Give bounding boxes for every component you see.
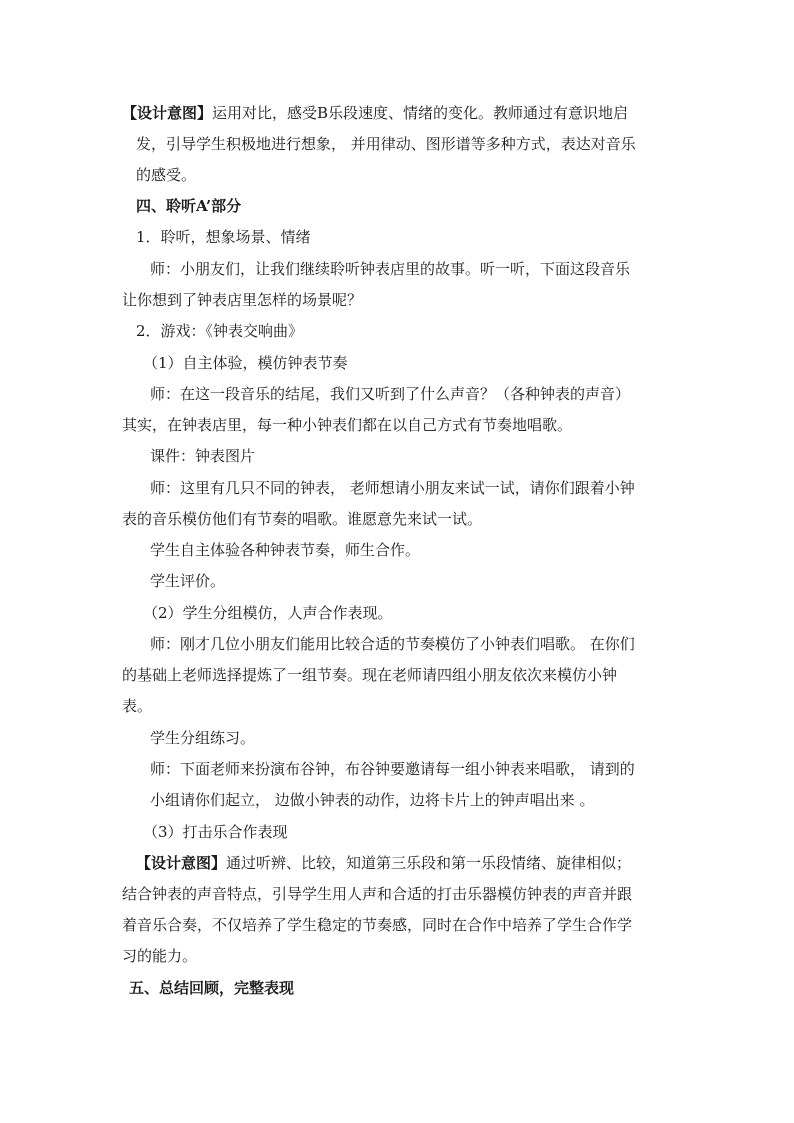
student-activity-2 <box>150 571 225 591</box>
paragraph-text: 学生评价。 <box>150 572 226 590</box>
teacher-line-4a <box>150 634 635 654</box>
design-intent-2-line-4 <box>122 946 197 966</box>
step-heading-text: （3）打击乐合作表现 <box>143 823 288 841</box>
paragraph-text: 让你想到了钟表店里怎样的场景呢？ <box>122 291 363 309</box>
paragraph-text: 通过听辨、比较，知道第三乐段和第一乐段情绪、旋律相似； <box>226 854 632 872</box>
design-intent-2-line-1 <box>136 853 631 873</box>
paragraph-text: 习的能力。 <box>122 947 198 965</box>
paragraph-text: 师：在这一段音乐的结尾，我们又听到了什么声音？（各种钟表的声音） <box>150 385 631 403</box>
section-heading-text: 五、总结回顾，完整表现 <box>129 979 295 997</box>
paragraph-text: 师：小朋友们，让我们继续聆听钟表店里的故事。听一听，下面这段音乐 <box>150 260 631 278</box>
subheading-1 <box>136 227 311 247</box>
paragraph-text: 运用对比，感受B乐段速度、情绪的变化。教师通过有意识地启 <box>212 104 629 122</box>
paragraph-text: 着音乐合奏，不仅培养了学生稳定的节奏感，同时在合作中培养了学生合作学 <box>122 916 633 934</box>
subheading-text: 1．聆听，想象场景、情绪 <box>136 228 311 246</box>
paragraph-text: 发，引导学生积极地进行想象， 并用律动、图形谱等多种方式，表达对音乐 <box>136 135 636 153</box>
design-intent-line-3 <box>136 165 196 185</box>
subheading-2 <box>136 321 303 341</box>
teacher-line-5b <box>150 790 595 810</box>
step-heading-text: （1）自主体验，模仿钟表节奏 <box>143 354 348 372</box>
paragraph-text: 结合钟表的声音特点，引导学生用人声和合适的打击乐器模仿钟表的声音并跟 <box>122 885 633 903</box>
student-activity-1 <box>150 540 420 560</box>
section-heading-text: 四、聆听A’部分 <box>136 197 242 215</box>
paragraph-text: 课件：钟表图片 <box>150 447 256 465</box>
design-intent-label: 【设计意图】 <box>136 854 227 872</box>
paragraph-text: 学生分组练习。 <box>150 729 256 747</box>
teacher-line-1b <box>122 290 362 310</box>
student-activity-3 <box>150 728 255 748</box>
paragraph-text: 师：下面老师来扮演布谷钟，布谷钟要邀请每一组小钟表来唱歌， 请到的 <box>150 760 635 778</box>
step-1-heading <box>143 353 348 373</box>
paragraph-text: 表的音乐模仿他们有节奏的唱歌。谁愿意先来试一试。 <box>122 510 483 528</box>
paragraph-text: 其实，在钟表店里，每一种小钟表们都在以自己方式有节奏地唱歌。 <box>122 416 573 434</box>
design-intent-line-1 <box>122 103 628 123</box>
subheading-text: 2．游戏：《钟表交响曲》 <box>136 322 304 340</box>
paragraph-text: 师：这里有几只不同的钟表， 老师想请小朋友来试一试，请你们跟着小钟 <box>150 479 635 497</box>
paragraph-text: 的基础上老师选择提炼了一组节奏。现在老师请四组小朋友依次来模仿小钟 <box>122 666 618 684</box>
teacher-line-4b <box>122 665 617 685</box>
paragraph-text: 表。 <box>122 697 153 715</box>
courseware-line <box>150 446 255 466</box>
teacher-line-5a <box>150 759 635 779</box>
design-intent-label: 【设计意图】 <box>122 104 213 122</box>
teacher-line-3a <box>150 478 635 498</box>
design-intent-line-2 <box>136 134 636 154</box>
design-intent-2-line-2 <box>122 884 632 904</box>
step-3-heading <box>143 822 288 842</box>
step-heading-text: （2）学生分组模仿，人声合作表现。 <box>143 604 393 622</box>
paragraph-text: 的感受。 <box>136 166 197 184</box>
step-2-heading <box>143 603 393 623</box>
paragraph-text: 小组请你们起立， 边做小钟表的动作，边将卡片上的钟声唱出来 。 <box>150 791 595 809</box>
paragraph-text: 学生自主体验各种钟表节奏，师生合作。 <box>150 541 421 559</box>
teacher-line-2a <box>150 384 630 404</box>
teacher-line-2b <box>122 415 572 435</box>
paragraph-text: 师：刚才几位小朋友们能用比较合适的节奏模仿了小钟表们唱歌。 在你们 <box>150 635 635 653</box>
section-heading-4 <box>136 196 241 216</box>
section-heading-5 <box>129 978 294 998</box>
teacher-line-1a <box>150 259 630 279</box>
teacher-line-4c <box>122 696 152 716</box>
teacher-line-3b <box>122 509 482 529</box>
design-intent-2-line-3 <box>122 915 632 935</box>
